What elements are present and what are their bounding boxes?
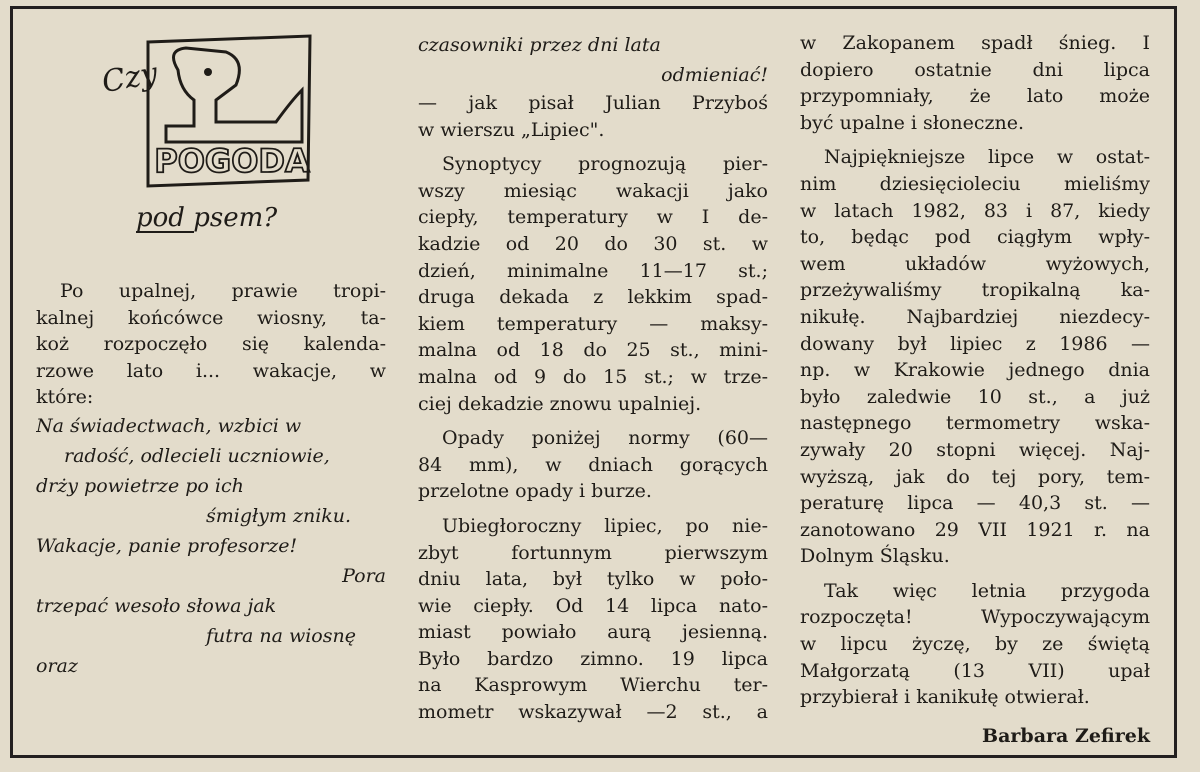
- dog-logo-icon: [96, 30, 316, 260]
- text-line: np. w Krakowie jednego dnia: [800, 359, 1150, 382]
- text-line: przypomniały, że lato może: [800, 85, 1150, 108]
- text-line: rozpoczęta! Wypoczywającym: [800, 606, 1150, 629]
- text-line: wszy miesiąc wakacji jako: [418, 179, 768, 202]
- text-line: przybierał i kanikułę otwierał.: [800, 686, 1090, 709]
- text-line: Synoptycy prognozują pier-: [442, 153, 768, 176]
- poem-line: Wakacje, panie profesorze!: [36, 534, 298, 557]
- poem-line: Pora: [342, 564, 386, 587]
- text-line: być upalne i słoneczne.: [800, 111, 1025, 134]
- text-line: Było bardzo zimno. 19 lipca: [418, 647, 768, 670]
- text-line: malna od 9 do 15 st.; w trze-: [418, 365, 768, 388]
- text-line: w Zakopanem spadł śnieg. I: [800, 32, 1150, 54]
- poem-line: futra na wiosnę: [206, 624, 356, 647]
- poem-line: oraz: [36, 654, 78, 677]
- text-line: w lipcu życzę, by ze świętą: [800, 633, 1150, 656]
- text-line: przelotne opady i burze.: [418, 480, 652, 503]
- text-line: nikułę. Najbardziej niezdecy-: [800, 305, 1150, 328]
- paragraph-tak-wiec: [800, 578, 1150, 711]
- poem-attribution: [418, 90, 768, 143]
- text-line: nim dziesięcioleciu mieliśmy: [800, 172, 1150, 195]
- text-line: ciepły, temperatury w I de-: [418, 206, 768, 229]
- poem-line: odmieniać!: [661, 64, 768, 86]
- text-line: Najpiękniejsze lipce w ostat-: [824, 146, 1150, 169]
- text-line: Po upalnej, prawie tropi-: [60, 280, 386, 302]
- paragraph-opady: [418, 425, 768, 505]
- logo-top-word: Czy: [99, 56, 161, 101]
- paragraph-synoptycy: [418, 151, 768, 417]
- text-line: zbyt fortunnym pierwszym: [418, 541, 768, 564]
- text-line: ciej dekadzie znowu upalniej.: [418, 392, 702, 415]
- text-line: Ubiegłoroczny lipiec, po nie-: [442, 514, 768, 537]
- text-line: które:: [36, 386, 94, 409]
- text-line: dzień, minimalne 11—17 st.;: [418, 259, 768, 282]
- text-line: mometr wskazywał —2 st., a: [418, 701, 768, 724]
- poem-line: śmigłym zniku.: [206, 504, 352, 527]
- text-line: kalnej końcówce wiosny, ta-: [36, 306, 386, 329]
- poem-quote: [36, 411, 386, 681]
- paragraph-ubiegloroczny: [418, 513, 768, 726]
- text-line: zanotowano 29 VII 1921 r. na: [800, 518, 1150, 541]
- text-line: Dolnym Śląsku.: [800, 545, 950, 568]
- text-line: Tak więc letnia przygoda: [824, 579, 1150, 602]
- text-line: w wierszu „Lipiec".: [418, 118, 605, 141]
- text-line: peraturę lipca — 40,3 st. —: [800, 492, 1150, 515]
- poem-line: radość, odlecieli uczniowie,: [64, 444, 330, 467]
- paragraph-najpiekniejsze: [800, 144, 1150, 570]
- text-line: miast powiało aurą jesienną.: [418, 621, 768, 644]
- text-line: wyższą, jak do tej pory, tem-: [800, 465, 1150, 488]
- text-line: to, będąc pod ciągłym wpły-: [800, 226, 1150, 249]
- author-signature: Barbara Zefirek: [982, 724, 1150, 747]
- text-line: dopiero ostatnie dni lipca: [800, 58, 1150, 81]
- poem-line: trzepać wesoło słowa jak: [36, 594, 277, 617]
- text-line: było zaledwie 10 st., a już: [800, 385, 1150, 408]
- text-line: rzowe lato i... wakacje, w: [36, 359, 386, 382]
- text-line: na Kasprowym Wierchu ter-: [418, 674, 768, 697]
- text-line: dowany był lipiec z 1986 —: [800, 332, 1150, 355]
- text-line: Małgorzatą (13 VII) upał: [800, 659, 1150, 682]
- text-line: dniu lata, był tylko w poło-: [418, 568, 768, 591]
- column-1: [36, 278, 386, 681]
- paragraph-intro: [36, 278, 386, 411]
- text-line: kiem temperatury — maksy-: [418, 312, 768, 335]
- text-line: — jak pisał Julian Przyboś: [418, 92, 768, 114]
- column-3: [800, 30, 1150, 749]
- poem-ending: [418, 30, 768, 90]
- text-line: przeżywaliśmy tropikalną ka-: [800, 279, 1150, 302]
- text-line: w latach 1982, 83 i 87, kiedy: [800, 199, 1150, 222]
- text-line: kadzie od 20 do 30 st. w: [418, 232, 768, 255]
- text-line: 84 mm), w dniach gorących: [418, 453, 768, 476]
- logo-bottom-words: pod psem?: [136, 203, 278, 233]
- text-line: wie ciepły. Od 14 lipca nato-: [418, 594, 768, 617]
- text-line: malna od 18 do 25 st., mini-: [418, 339, 768, 362]
- text-line: Opady poniżej normy (60—: [442, 427, 768, 450]
- text-line: wem układów wyżowych,: [800, 252, 1150, 275]
- poem-line: Na świadectwach, wzbici w: [36, 414, 302, 437]
- logo-main-word: POGODA: [154, 142, 310, 180]
- paragraph-continued: [800, 30, 1150, 136]
- column-2: [418, 30, 768, 726]
- text-line: następnego termometry wska-: [800, 412, 1150, 435]
- text-line: koż rozpoczęło się kalenda-: [36, 333, 386, 356]
- poem-line: czasowniki przez dni lata: [418, 34, 661, 56]
- text-line: zywały 20 stopni więcej. Naj-: [800, 438, 1150, 461]
- poem-line: drży powietrze po ich: [36, 474, 244, 497]
- pogoda-logo: [96, 30, 316, 260]
- text-line: druga dekada z lekkim spad-: [418, 286, 768, 309]
